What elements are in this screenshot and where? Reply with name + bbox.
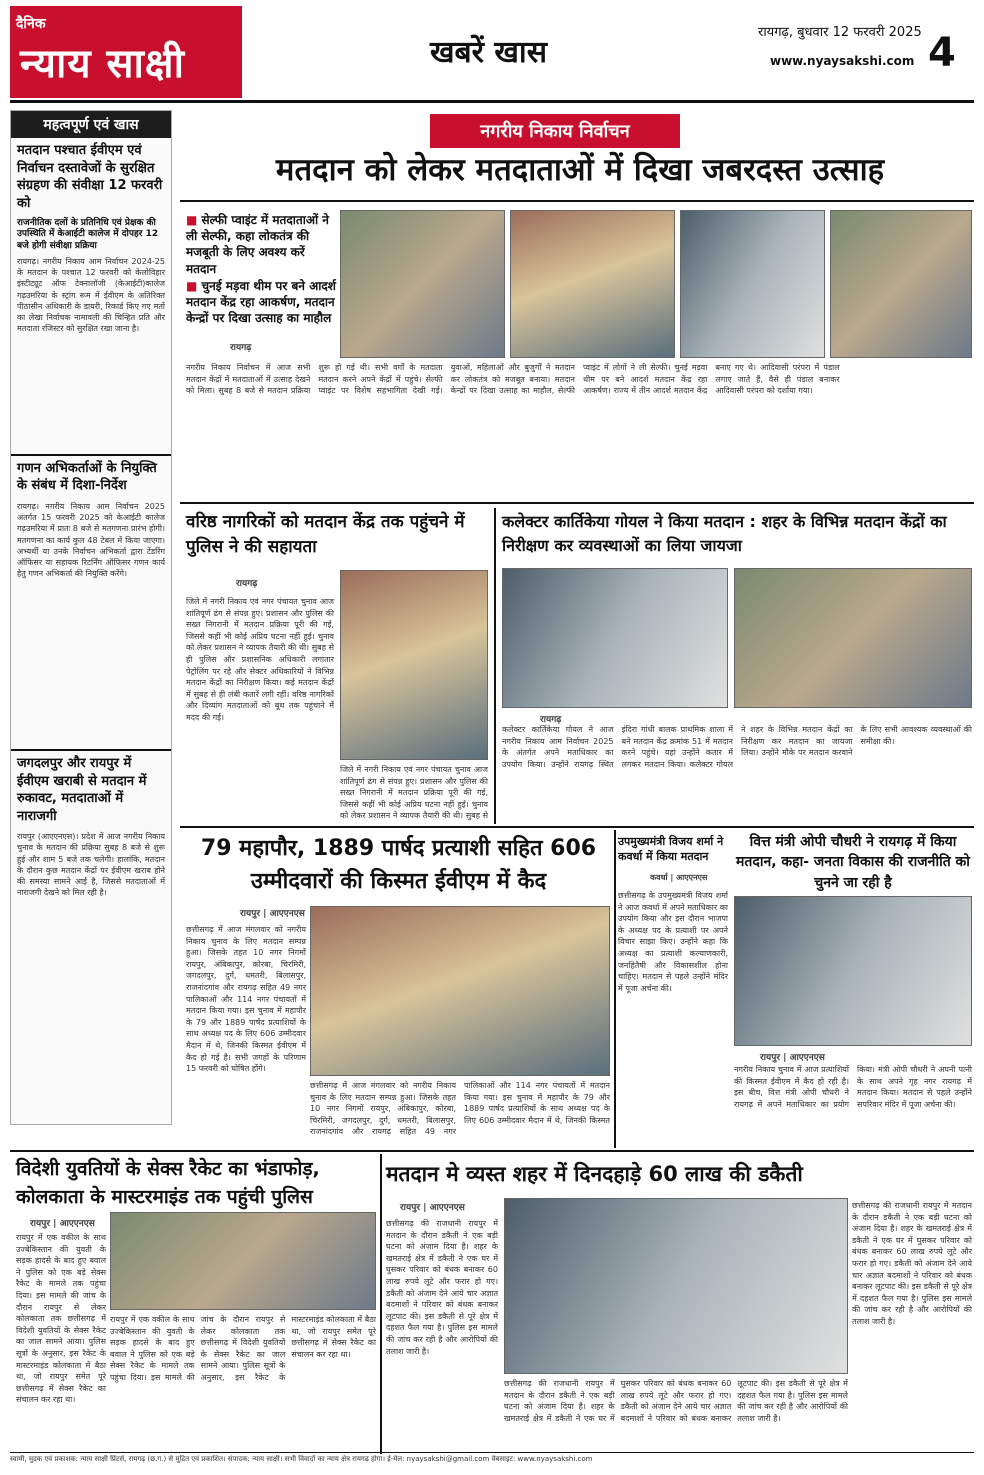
masthead-prefix: दैनिक bbox=[16, 16, 46, 32]
photo-collector-voting bbox=[502, 568, 728, 708]
lead-bullet-2-text: चुनई मड़वा थीम पर बने आदर्श मतदान केंद्र रहा आकर्षण, मतदान केन्द्रों पर दिखा उत्साह का माहौल bbox=[186, 279, 336, 326]
lead-kicker: नगरीय निकाय निर्वाचन bbox=[430, 114, 680, 148]
sidebar-story3-body: रायपुर (आएएनएस)। प्रदेश में आज नगरीय निकाय चुनाव के मतदान की प्रक्रिया सुबह 8 बजे से शुरू हुई और शाम 5 बजे तक चलेगी। हालांकि, मतदान के दौरान कुछ मतदान केंद्रों पर ईवीएम खराब होने की समस्या सामने आई है, जिससे मतदाताओं में नाराजगी देखने को मिल रही है। bbox=[17, 832, 165, 898]
racket-headline[interactable]: विदेशी युवतियों के सेक्स रैकेट का भंडाफोड़, कोलकाता के मास्टरमाइंड तक पहुंची पुलिस bbox=[16, 1158, 320, 1208]
seniors-body-cont: जिले में नगरी निकाय एवं नगर पंचायत चुनाव आज शांतिपूर्ण ढंग से संपन्न हुए। प्रशासन और पुलिस की सख्त निगरानी में मतदान प्रक्रिया पूरी की गई, जिससे कहीं भी कोई अप्रिय घटना नहीं हुई। चुनाव को लेकर प्रशासन ने व्यापक तैयारी की थी। सुबह से bbox=[340, 765, 488, 821]
photo-police-help bbox=[340, 570, 488, 760]
footer-imprint: स्वामी, मुद्रक एवं प्रकाशक: न्याय साक्षी प्रिंटर्स, रायगढ़ (छ.ग.) से मुद्रित एवं प्रकाशित। संपादक: न्याय साक्षी। सभी विवादों का न्याय क्षेत्र रायगढ़ होगा। ई-मेल: nyaysakshi@gmail.com वेबसाइट: www.nyaysakshi.com bbox=[10, 1455, 593, 1463]
mayors-headline[interactable]: 79 महापौर, 1889 पार्षद प्रत्याशी सहित 606 उम्मीदवारों की किस्मत ईवीएम में कैद bbox=[200, 836, 597, 894]
choudhary-byline: रायपुर | आएएनएस bbox=[760, 1053, 825, 1063]
racket-body: रायपुर में एक वकील के साथ उज्बेकिस्तान की युवती के सड़क हादसे के बाद हुए बवाल ने पुलिस को एक बड़े सेक्स रैकेट के मामले तक पहुंचा दिया। इस मामले की जांच के दौरान रायपुर से लेकर कोलकाता तक छत्तीसगढ़ में विदेशी युवतियों के सेक्स रैकेट का जाल सामने आया। पुलिस सूत्रों के अनुसार, इस रैकेट के मास्टरमाइंड कोलकाता में बैठा था, जो रायपुर समेत पूरे छत्तीसगढ़ में सेक्स रैकेट का संचालन कर रहा था। bbox=[16, 1233, 106, 1405]
page-number: 4 bbox=[928, 30, 956, 76]
sidebar-story3-headline[interactable]: जगदलपुर और रायपुर में ईवीएम खराबी से मतदान में रुकावट, मतदाताओं में नाराजगी bbox=[11, 749, 171, 829]
dateline: रायगढ़, बुधवार 12 फरवरी 2025 bbox=[758, 25, 922, 40]
masthead-rule bbox=[10, 100, 974, 103]
sidebar-story2-body: रायगढ़। नगरीय निकाय आम निर्वाचन 2025 अंतर्गत 15 फरवरी 2025 को केआईटी कालेज गढ़उमरिया में प्रातः 8 बजे से मतगणना प्रारंभ होगी। मतगणना का कार्य कुल 48 टेबल में किया जाएगा। अभ्यर्थी या उनके निर्वाचन अभिकर्ता द्वारा टेंडरिंग ऑफिसर या सहायक रिटर्निंग ऑफिसर गणन कार्य हेतु गणन अभिकर्ता की नियुक्ति करेंगे। bbox=[17, 502, 165, 579]
sidebar bbox=[10, 110, 172, 1125]
photo-robbery-cctv bbox=[504, 1198, 848, 1374]
seniors-body: जिले में नगरी निकाय एवं नगर पंचायत चुनाव आज शांतिपूर्ण ढंग से संपन्न हुए। प्रशासन और पुलिस की सख्त निगरानी में मतदान प्रक्रिया पूरी की गई, जिससे कहीं भी कोई अप्रिय घटना नहीं हुई। चुनाव को लेकर प्रशासन ने व्यापक तैयारी की थी। सुबह से ही पुलिस और प्रशासनिक अधिकारी लगातार पेट्रोलिंग पर रहे और सेक्टर अधिकारियों ने विभिन्न मतदान केंद्रों का निरीक्षण किया। कई मतदान केंद्रों में सुबह से ही लंबी कतारें लगी रहीं। वरिष्ठ नागरिकों और दिव्यांग मतदाताओं को बूथ तक पहुंचाने में मदद की गई। bbox=[186, 597, 334, 722]
robbery-body-cont: छत्तीसगढ़ की राजधानी रायपुर में मतदान के दौरान डकैती ने एक बड़ी घटना को अंजाम दिया है। शहर के खमतराई क्षेत्र में डकैती ने एक घर में घुसकर परिवार को बंधक बनाकर 60 लाख रुपये लूटे और फरार हो गए। डकैती को अंजाम देने आये चार अज्ञात बदमाशों ने परिवार को बंधक बनाकर लूटपाट की। इस डकैती से पूरे क्षेत्र में दहशत फैल गया है। पुलिस इस मामले की जांच कर रही है और आरोपियों की तलाश जारी है। bbox=[504, 1379, 848, 1423]
photo-voters-selfie bbox=[340, 210, 505, 358]
sharma-body: छत्तीसगढ़ के उपमुख्यमंत्री विजय शर्मा ने आज कवर्धा में अपने मताधिकार का उपयोग किया और इस दौरान भाजपा के अध्यक्ष पद के प्रत्याशी पर अपने विचार साझा किए। उन्होंने कहा कि अध्यक्ष का प्रत्याशी कल्याणकारी, जनहितैषी और विकासशील होना चाहिए। मतदान से पहले उन्होंने मंदिर में पूजा अर्चना की। bbox=[618, 891, 728, 993]
lead-bullet-1-text: सेल्फी प्वाइंट में मतदाताओं ने ली सेल्फी, कहा लोकतंत्र की मजबूती के लिए अवश्य करें मतदान bbox=[186, 213, 329, 276]
robbery-body: छत्तीसगढ़ की राजधानी रायपुर में मतदान के दौरान डकैती ने एक बड़ी घटना को अंजाम दिया है। शहर के खमतराई क्षेत्र में डकैती ने एक घर में घुसकर परिवार को बंधक बनाकर 60 लाख रुपये लूटे और फरार हो गए। डकैती को अंजाम देने आये चार अज्ञात बदमाशों ने परिवार को बंधक बनाकर लूटपाट की। इस डकैती से पूरे क्षेत्र में दहशत फैल गया है। पुलिस इस मामले की जांच कर रही है और आरोपियों की तलाश जारी है। bbox=[386, 1219, 498, 1356]
photo-voter-queue bbox=[680, 210, 825, 358]
lead-body: नगरीय निकाय निर्वाचन में आज सभी मतदान केंद्रों में मतदाताओं में उत्साह देखने को मिला। सुबह 8 बजे से मतदान प्रक्रिया शुरू हो गई थी। सभी वर्गों के मतदाता मतदान करने अपने केंद्रों में पहुंचे। सेल्फी प्वाइंट पर विशेष सहभागिता देखी गई। युवाओं, महिलाओं और बुजुर्गों ने मतदान कर लोकतंत्र को मजबूत बनाया। मतदान केन्द्रों पर दिखा उत्साह का माहौल, सेल्फी प्वाइंट में लोगों ने ली सेल्फी। चुनई मड़वा थीम पर बने आदर्श मतदान केंद्र रहा आकर्षण। राज्य में तीन आदर्श मतदान केंद्र बनाए गए थे। आदिवासी परंपरा में पंडाल लगाए जाते हैं, वैसे ही पंडाल बनाकर आदिवासी परंपरा को दर्शाया गया। bbox=[186, 363, 840, 396]
lead-bullet-1: ■ सेल्फी प्वाइंट में मतदाताओं ने ली सेल्फी, कहा लोकतंत्र की मजबूती के लिए अवश्य करें मतदान bbox=[186, 213, 329, 276]
choudhary-headline[interactable]: वित्त मंत्री ओपी चौधरी ने रायगढ़ में किया मतदान, कहा- जनता विकास की राजनीति को चुनने जा रही है bbox=[736, 834, 970, 891]
seniors-headline[interactable]: वरिष्ठ नागरिकों को मतदान केंद्र तक पहुंचने में पुलिस ने की सहायता bbox=[186, 512, 465, 557]
section-title: खबरें खास bbox=[430, 35, 547, 70]
sidebar-story1-headline[interactable]: मतदान पश्चात ईवीएम एवं निर्वाचन दस्तावेजों के सुरक्षित संग्रहण की संवीक्षा 12 फरवरी को bbox=[17, 143, 163, 211]
collector-byline: रायगढ़ bbox=[540, 715, 562, 725]
choudhary-body: नगरीय निकाय चुनाव में आज प्रत्याशियों की किस्मत ईवीएम में कैद हो रही है। इस बीच, वित्त मंत्री ओपी चौधरी ने रायगढ़ में अपने मताधिकार का प्रयोग किया। मंत्री ओपी चौधरी ने अपनी पत्नी के साथ अपने गृह नगर रायगढ़ में मतदान किया। मतदान से पहले उन्होंने सपरिवार मंदिर में पूजा अर्चना की। bbox=[734, 1065, 972, 1109]
photo-women-voters bbox=[310, 906, 610, 1076]
photo-choudhary-voting bbox=[734, 896, 972, 1046]
photo-collector-inspection bbox=[734, 568, 972, 708]
column-divider bbox=[494, 508, 496, 824]
footer-rule bbox=[10, 1452, 974, 1453]
robbery-body-side: छत्तीसगढ़ की राजधानी रायपुर में मतदान के दौरान डकैती ने एक बड़ी घटना को अंजाम दिया है। शहर के खमतराई क्षेत्र में डकैती ने एक घर में घुसकर परिवार को बंधक बनाकर 60 लाख रुपये लूटे और फरार हो गए। डकैती को अंजाम देने आये चार अज्ञात बदमाशों ने परिवार को बंधक बनाकर लूटपाट की। इस डकैती से पूरे क्षेत्र में दहशत फैल गया है। पुलिस इस मामले की जांच कर रही है और आरोपियों की तलाश जारी है। bbox=[852, 1201, 972, 1326]
mayors-byline: रायपुर | आएएनएस bbox=[240, 909, 305, 919]
masthead-title: न्याय साक्षी bbox=[20, 41, 185, 87]
seniors-byline: रायगढ़ bbox=[236, 579, 258, 589]
mayors-body-cont: छत्तीसगढ़ में आज मंगलवार को नगरीय निकाय चुनाव के लिए मतदान सम्पन्न हुआ। जिसके तहत 10 नगर निगमों रायपुर, अंबिकापुर, कोरबा, चिरमिरी, जगदलपुर, दुर्ग, धमतरी, बिलासपुर, राजनांदगांव और रायगढ़ सहित 49 नगर पालिकाओं और 114 नगर पंचायतों में मतदान किया गया। इस चुनाव में महापौर के 79 और 1889 पार्षद प्रत्याशियों के साथ अध्यक्ष पद के लिए 606 उम्मीदवार मैदान में थे, जिनकी किस्मत bbox=[310, 1081, 610, 1137]
divider-robbery bbox=[380, 1154, 382, 1454]
mid-rule bbox=[180, 826, 974, 828]
photo-polling-booth bbox=[510, 210, 675, 358]
lead-rule bbox=[180, 200, 974, 202]
photo-model-booth bbox=[830, 210, 972, 358]
website-link[interactable]: www.nyaysakshi.com bbox=[770, 54, 915, 68]
lower-rule bbox=[10, 1150, 974, 1152]
racket-byline: रायपुर | आएएनएस bbox=[30, 1219, 95, 1229]
lead-bullet-2: ■ चुनई मड़वा थीम पर बने आदर्श मतदान केंद्र रहा आकर्षण, मतदान केन्द्रों पर दिखा उत्साह का माहौल bbox=[186, 279, 336, 326]
lead-byline: रायगढ़ bbox=[230, 343, 252, 353]
sharma-byline: कवर्धा | आएएनएस bbox=[650, 873, 708, 882]
lead-headline[interactable]: मतदान को लेकर मतदाताओं में दिखा जबरदस्त उत्साह bbox=[275, 152, 885, 188]
sidebar-heading: महत्वपूर्ण एवं खास bbox=[11, 111, 171, 138]
collector-headline[interactable]: कलेक्टर कार्तिकेया गोयल ने किया मतदान : शहर के विभिन्न मतदान केंद्रों का निरीक्षण कर व्यवस्थाओं का लिया जायजा bbox=[502, 512, 947, 555]
divider-sharma bbox=[614, 830, 616, 1148]
robbery-headline[interactable]: मतदान मे व्यस्त शहर में दिनदहाड़े 60 लाख की डकैती bbox=[386, 1162, 803, 1186]
mayors-body: छत्तीसगढ़ में आज मंगलवार को नगरीय निकाय चुनाव के लिए मतदान सम्पन्न हुआ। जिसके तहत 10 नगर निगमों रायपुर, अंबिकापुर, कोरबा, चिरमिरी, जगदलपुर, दुर्ग, धमतरी, बिलासपुर, राजनांदगांव और रायगढ़ सहित 49 नगर पालिकाओं और 114 नगर पंचायतों में मतदान किया गया। इस चुनाव में महापौर के 79 और 1889 पार्षद प्रत्याशियों के साथ अध्यक्ष पद के लिए 606 उम्मीदवार मैदान में थे, जिनकी किस्मत ईवीएम में कैद हो गई है। सभी जगहों के परिणाम 15 फरवरी को घोषित होंगे। bbox=[186, 925, 306, 1074]
sidebar-story2-headline[interactable]: गणन अभिकर्ताओं के नियुक्ति के संबंध में दिशा-निर्देश bbox=[11, 454, 171, 499]
sidebar-story1-body: रायगढ़। नगरीय निकाय आम निर्वाचन 2024-25 के मतदान के पश्चात 12 फरवरी को केलोविहार इंस्टीट्यूट ऑफ टेक्नालॉजी (केआईटी)कालेज गढ़उमरिया के स्ट्रांग रूम में ईवीएम के अतिरिक्त पीठासीन अधिकारी के डायरी, रिकार्ड किए गए मतों का लेखा निर्वाचक नामावली की चिन्हित प्रति और मतदाता रजिस्टर को सुरक्षित रखा जाना है। bbox=[17, 256, 165, 334]
collector-body: कलेक्टर कार्तिकेया गोयल ने आज नगरीय निकाय आम निर्वाचन 2025 के अंतर्गत अपने मताधिकार का उपयोग किया। उन्होंने रायगढ़ स्थित इंदिरा गांधी बालक प्राथमिक शाला में बने मतदान केंद्र क्रमांक 51 में मतदान करने पहुंचे। यहां उन्होंने कतार में लगकर मतदान किया। कलेक्टर गोयल ने शहर के विभिन्न मतदान केंद्रों का निरीक्षण कर मतदान का जायजा लिया। उन्होंने मौके पर मतदान करवाने के लिए सभी आवश्यक व्यवस्थाओं की समीक्षा की। bbox=[502, 725, 972, 769]
photo-racket-arrest bbox=[110, 1212, 376, 1310]
racket-body-cont: रायपुर में एक वकील के साथ उज्बेकिस्तान की युवती के सड़क हादसे के बाद हुए बवाल ने पुलिस को एक बड़े सेक्स रैकेट के मामले तक पहुंचा दिया। इस मामले की जांच के दौरान रायपुर से लेकर कोलकाता तक छत्तीसगढ़ में विदेशी युवतियों के सेक्स रैकेट का जाल सामने आया। पुलिस सूत्रों के अनुसार, इस रैकेट के मास्टरमाइंड कोलकाता में बैठा था, जो रायपुर समेत पूरे छत्तीसगढ़ में सेक्स रैकेट का संचालन कर रहा था। bbox=[110, 1315, 376, 1382]
robbery-byline: रायपुर | आएएनएस bbox=[400, 1203, 465, 1213]
sidebar-story1-sub: राजनीतिक दलों के प्रतिनिधि एवं प्रेक्षक की उपस्थिति में केआईटी कालेज में दोपहर 12 बजे होगी संवीक्षा प्रक्रिया bbox=[17, 218, 159, 251]
sharma-headline[interactable]: उपमुख्यमंत्री विजय शर्मा ने कवर्धा में किया मतदान bbox=[618, 835, 724, 864]
lead-bottom-rule bbox=[180, 502, 974, 504]
